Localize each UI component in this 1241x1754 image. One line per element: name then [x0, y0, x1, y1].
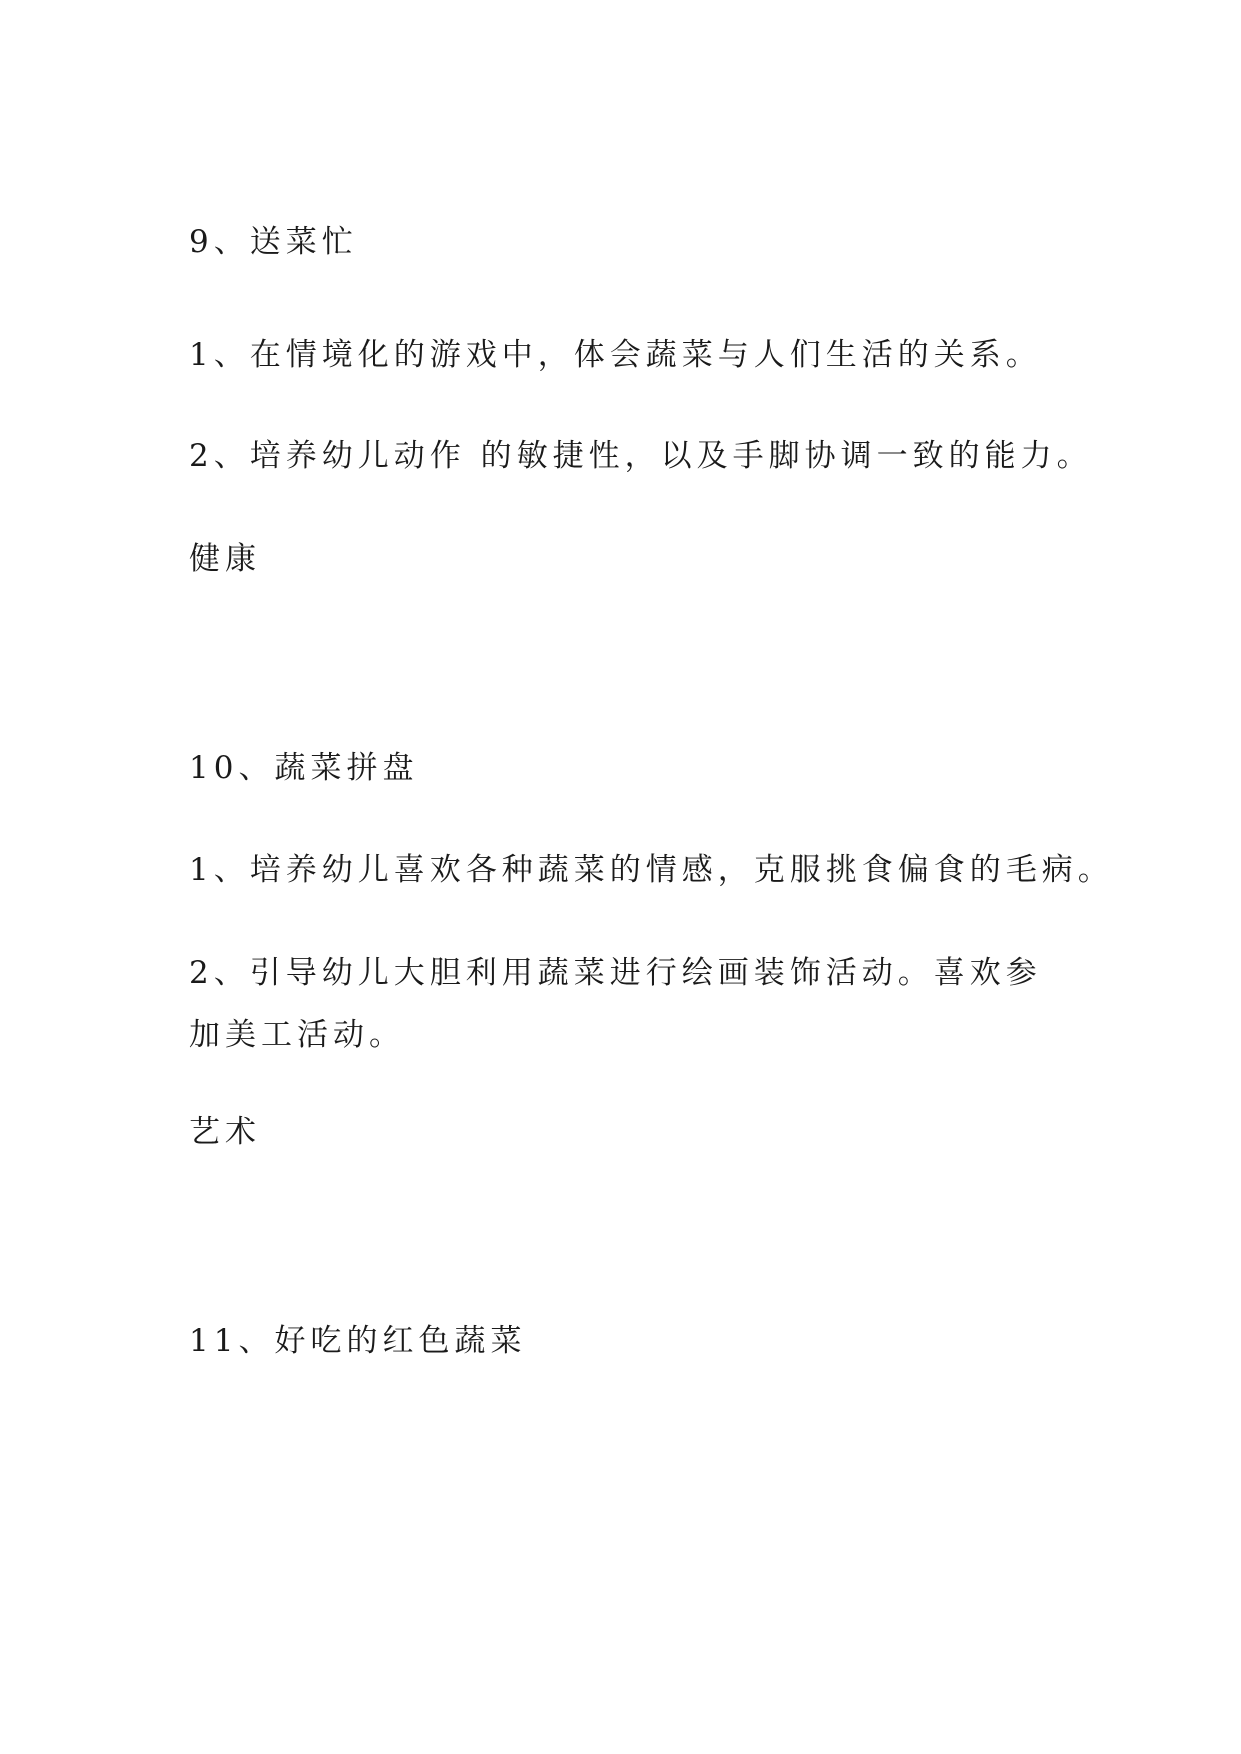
category-label: 健康: [189, 541, 261, 577]
section-heading: 9、送菜忙: [189, 224, 358, 260]
section-heading: 10、蔬菜拼盘: [189, 750, 419, 786]
goal-item: 1、培养幼儿喜欢各种蔬菜的情感，克服挑食偏食的毛病。: [189, 852, 1114, 888]
goal-item: 2、引导幼儿大胆利用蔬菜进行绘画装饰活动。喜欢参加美工活动。: [189, 955, 1042, 1053]
category-label: 艺术: [189, 1114, 261, 1150]
goal-item: 2、培养幼儿动作 的敏捷性，以及手脚协调一致的能力。: [189, 438, 1093, 474]
goal-item: 1、在情境化的游戏中，体会蔬菜与人们生活的关系。: [189, 337, 1042, 373]
section-heading: 11、好吃的红色蔬菜: [189, 1323, 527, 1359]
